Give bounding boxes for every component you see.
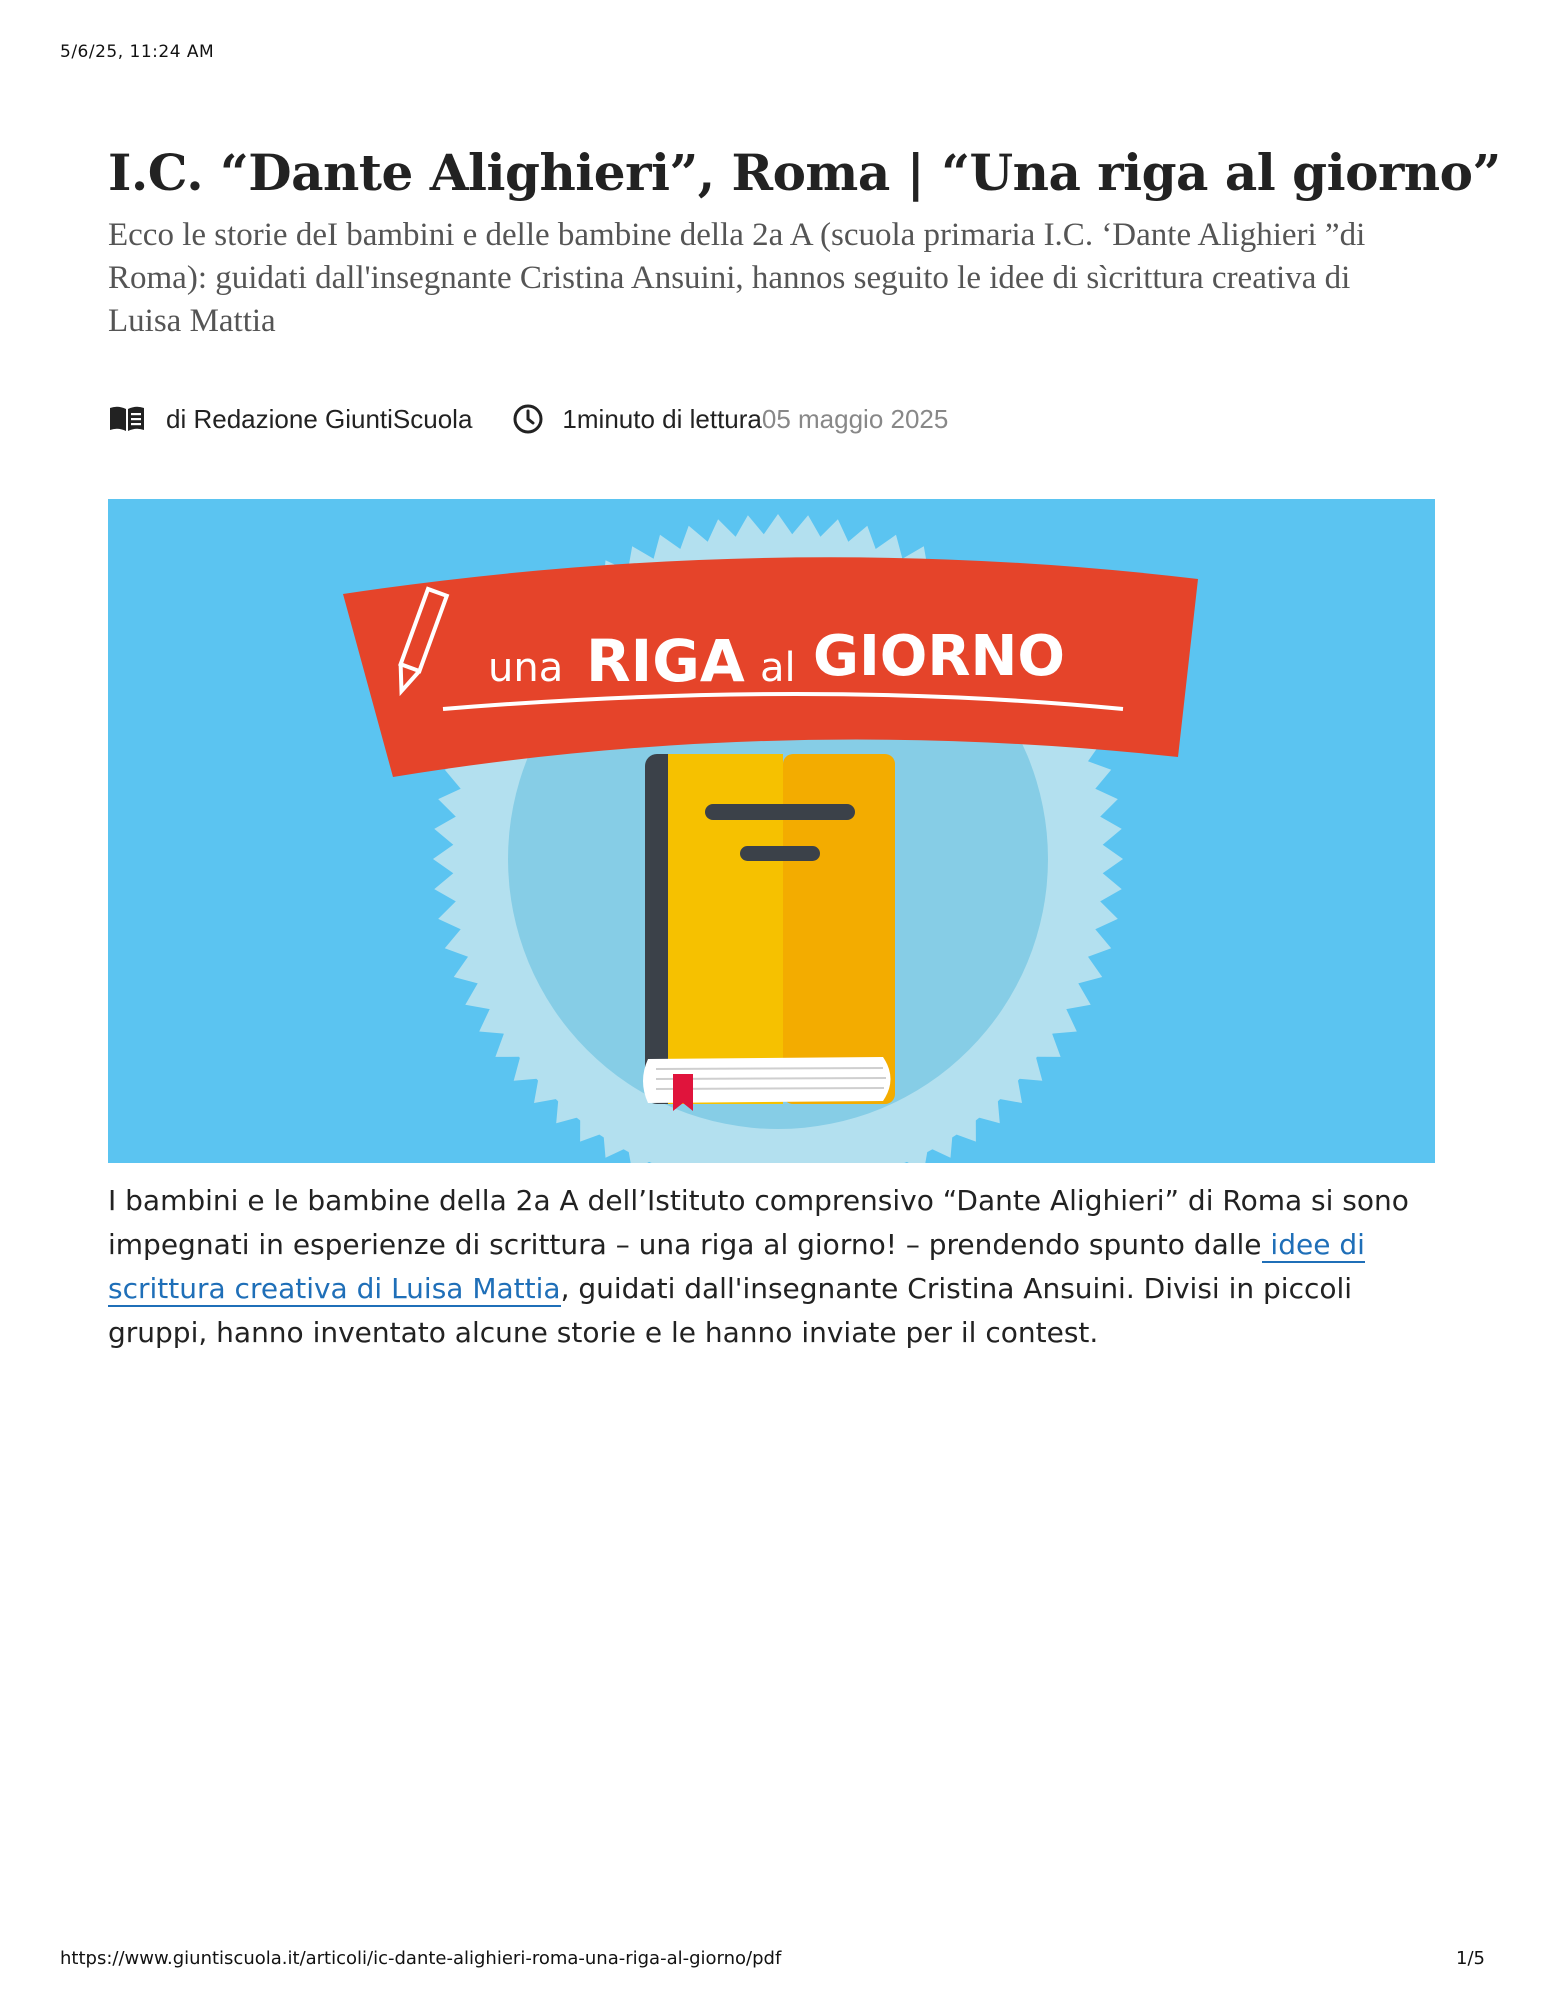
author-link[interactable]: di Redazione GiuntiScuola [166,403,473,434]
clock-icon [512,403,544,435]
banner-una: una [488,645,564,691]
banner-riga: RIGA [586,627,745,695]
hero-image [108,499,1435,1163]
publish-date: 05 maggio 2025 [761,403,949,434]
book-illustration [643,754,895,1111]
link-creative-writing-ideas[interactable]: idee di scrittura creativa di Luisa Mattia [108,1228,1365,1305]
print-timestamp: 5/6/25, 11:24 AM [60,42,215,62]
body-text-end: , guidati dall'insegnante Cristina Ansuini. Divisi in piccoli gruppi, hanno inventato alcune storie e le hanno inviate per il contest. [108,1272,1353,1349]
article-title: I.C. “Dante Alighieri”, Roma | “Una riga al giorno” [108,143,1501,202]
banner-al: al [760,645,796,691]
print-url: https://www.giuntiscuola.it/articoli/ic-dante-alighieri-roma-una-riga-al-giorno/pdf [60,1948,782,1969]
article-subtitle: Ecco le storie deI bambini e delle bambine della 2a A (scuola primaria I.C. ‘Dante Alighieri ”di Roma): guidati dall'insegnante Cristina Ansuini, hannos seguito le idee di sìcrittura creativa di Luisa Mattia [108,217,1366,339]
read-time: 1minuto di lettura [562,403,762,434]
body-text-start: I bambini e le bambine della 2a A dell’Istituto comprensivo “Dante Alighieri” di Roma si sono impegnati in esperienze di scrittura – una riga al giorno! – prendendo spunto dalle [108,1184,1409,1261]
article [108,140,1501,1355]
banner-giorno: GIORNO [813,624,1065,689]
book-icon [108,404,146,434]
print-page-number: 1/5 [1456,1948,1485,1969]
article-body [108,1179,1438,1355]
article-meta [108,401,1438,437]
